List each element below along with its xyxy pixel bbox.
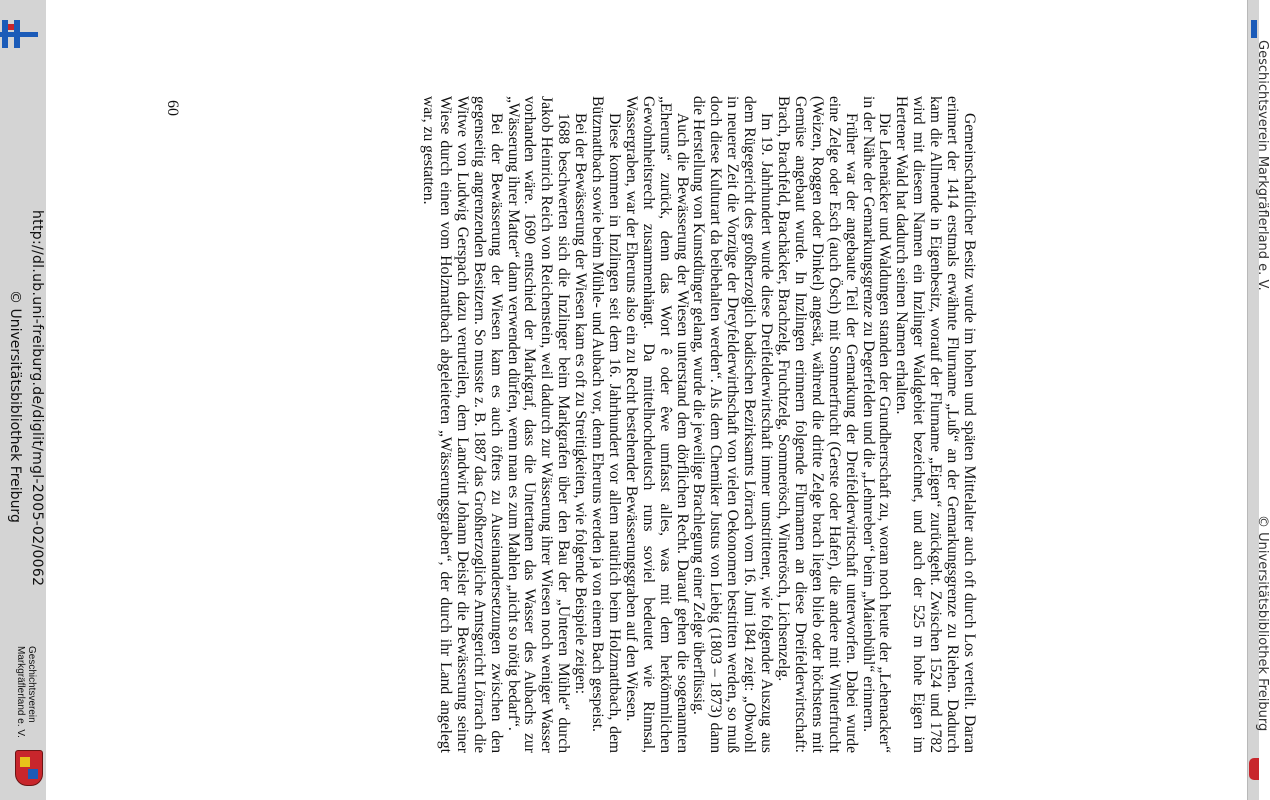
paragraph: Diese kommen in Inzlingen seit dem 16. Jahrhundert vor allem natürlich beim Holzmattbach, dem Bützmattbach sowie beim Mühle- und Aubach vor, denn Eheruns werden ja von einem Bach gespeist. [589,96,623,753]
paragraph: Bei der Bewässerung der Wiesen kam es auch öfters zu Auseinandersetzungen zwischen den gegenseitig angrenzenden Besitzern. So musste z. B. 1887 das Großherzogliche Amtsgericht Lörrach die Witwe von Ludwig Gerspach dazu verurteilen, dem Landwirt Johann Deisler die Bewässerung seiner Wiese durch einen vom Holzmattbach abgeleiteten „Wässerungsgraben“, der durch ihr Land angelegt war, zu gestatten. [420,96,505,753]
paragraph: Im 19. Jahrhundert wurde diese Dreifelderwirtschaft immer umstrittener, wie folgender Auszug aus dem Rügegericht des großherzoglich badischen Bezirksamts Lörrach vom 16. Juni 1841 zeigt: „Obwohl in neuerer Zeit die Vorzüge der Dreyfelderwirthschaft von vielen Oekonomen bestritten werden, so muß doch diese Kulturart da beibehalten werden“. Als dem Chemiker Justus von Liebig (1803 – 1873) dann die Herstellung von Kunstdünger gelang, wurde die jeweilige Brachlegung einer Zelge überflüssig. [690,96,776,753]
paragraph: 1688 beschwerten sich die Inzlinger beim Markgrafen über den Bau der „Unteren Mühle“ durch Jakob Heinrich Reich von Reichenstein, weil dadurch zur Wässerung ihrer Wiesen noch weniger Wasser vorhanden wäre. 1690 entschied der Markgraf, dass die Untertanen das Wasser des Aubachs zur „Wässerung ihrer Matter“ dann verwenden dürfen, wenn man es zum Mahlen „nicht so nötig bedarf“. [504,96,573,753]
document-body [419,96,977,753]
adjacent-page-clipped-text: © Universitätsbibliothek Freiburg Geschichtsverein Markgräflerland e. V. [1255,40,1270,732]
paragraph: Gemeinschaftlicher Besitz wurde im hohen und späten Mittelalter auch oft durch Los verteilt. Daran erinnert der 1414 erstmals erwähnte Flurname „Luß“ an der Gemarkungsgrenze zu Riehen. Dadurch kam die Allmende in Eigenbesitz, worauf der Flurname „Eigen“ zurückgeht. Zwischen 1524 und 1782 wird mit diesem Namen ein Inzlinger Waldgebiet bezeichnet, und auch der 525 m hohe Eigen im Hertener Wald hat dadurch seinen Namen erhalten. [893,96,978,753]
paragraph: Bei der Bewässerung der Wiesen kam es oft zu Streitigkeiten, wie folgende Beispiele zeigen: [572,113,590,695]
permalink-url[interactable]: http://dl.ub.uni-freiburg.de/diglit/mgl-2005-02/0062 [29,210,45,587]
paragraph: Auch die Bewässerung der Wiesen unterstand dem dörflichen Recht. Darauf gehen die sogenannten „Eheruns“ zurück, denn das Wort ê oder êwe umfasst alles, was mit dem herkömmlichen Gewohnheitsrecht zusammenhängt. Da mittelhochdeutsch runs soviel bedeutet wie Rinnsal, Wassergraben, war der Eheruns also ein zu Recht bestehender Bewässerungsgraben auf den Wiesen. [622,96,691,753]
paragraph: Die Lehenäcker und Waldungen standen der Grundherrschaft zu, woran noch heute der „Lehenacker“ in der Nähe der Gemarkungsgrenze zu Degerfelden und die „Lehnreben“ beim „Maienbühl“ erinnern. [859,96,894,753]
page-number: 60 [164,100,181,116]
publisher-label: Geschichtsverein Markgräflerland e. V. [15,646,37,738]
copyright-notice: © Universitätsbibliothek Freiburg [7,290,23,523]
paragraph: Früher war der angebaute Teil der Gemarkung der Dreifelderwirtschaft unterworfen. Dabei wurde eine Zelge oder Esch (auch Ösch) mit Sommerfrucht (Gerste oder Hafer), die andere mit Winterfrucht (Weizen, Roggen oder Dinkel) angesät, während die dritte Zelge brach liegen blieb oder höchstens mit Gemüse angebaut wurde. In Inzlingen erinnern folgende Flurnamen an diese Dreifelderwirtschaft: Brach, Brachfeld, Brachäcker, Brachzelg, Fruchtzelg, Sommerösch, Winterösch, Lichsenzelg. [775,96,860,753]
